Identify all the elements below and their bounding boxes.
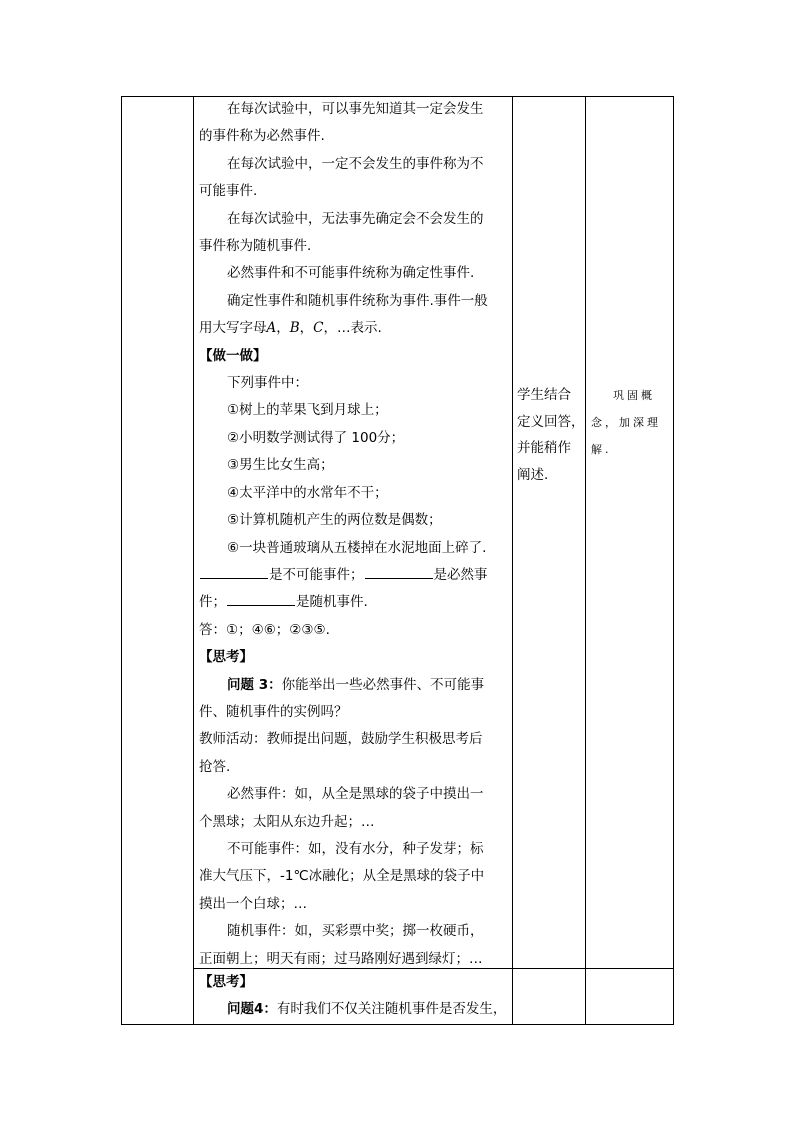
design-intent-line: 念，加深理 (591, 416, 661, 429)
letter-b: B (289, 320, 300, 337)
column-divider-3 (585, 96, 586, 1025)
teacher-activity-line1: 教师活动：教师提出问题，鼓励学生积极思考后 (199, 731, 483, 748)
exercise-answer: 答：①；④⑥；②③⑤. (199, 621, 330, 638)
section-heading-think: 【思考】 (199, 974, 253, 990)
exercise-intro: 下列事件中： (227, 375, 308, 392)
exercise-item-2: ②小明数学测试得了 100分； (227, 429, 405, 446)
fill-label-certain: 是必然事 (433, 566, 488, 583)
exercise-item-6: ⑥一块普通玻璃从五楼掉在水泥地面上碎了. (227, 539, 487, 556)
definition-event-line1: 确定性事件和随机事件统称为事件.事件一般 (227, 292, 488, 309)
answer-blank (227, 592, 295, 606)
answer-blank (200, 565, 268, 579)
question-3-line1 (199, 672, 511, 699)
design-intent-line: 巩固概 (613, 389, 655, 402)
example-impossible-line2: 准大气压下，-1℃冰融化；从全是黑球的袋子中 (199, 868, 485, 885)
question-3-label: 问题 3： (227, 676, 282, 693)
question-3-line2: 件、随机事件的实例吗？ (199, 703, 348, 720)
exercise-item-1: ①树上的苹果飞到月球上； (227, 402, 388, 419)
question-4-label: 问题4： (227, 1001, 277, 1017)
fill-label-certain-end: 件； (199, 594, 226, 611)
definition-deterministic: 必然事件和不可能事件统称为确定性事件. (227, 265, 475, 282)
section-heading-think: 【思考】 (199, 649, 253, 666)
notation-text: 用大写字母 (199, 320, 267, 337)
example-random-line2: 正面朝上；明天有雨；过马路刚好遇到绿灯；… (199, 950, 483, 967)
table-border-left (121, 96, 122, 1025)
exercise-item-5: ⑤计算机随机产生的两位数是偶数； (227, 512, 442, 529)
fill-in-line2 (199, 589, 511, 616)
column-divider-2 (512, 96, 513, 1025)
student-activity-line: 学生结合 (517, 387, 571, 403)
exercise-item-3: ③男生比女生高； (227, 457, 334, 474)
definition-event-line2 (199, 315, 511, 342)
comma: ， (276, 320, 290, 337)
fill-label-impossible: 是不可能事件； (269, 566, 364, 583)
table-border-bottom (121, 1024, 674, 1025)
lesson-table (121, 96, 674, 1025)
student-activity-line: 阐述. (517, 466, 549, 483)
comma: ， (299, 320, 314, 337)
example-impossible-line3: 摸出一个白球；… (199, 895, 307, 912)
letter-a: A (266, 320, 277, 337)
teacher-activity-line2: 抢答. (199, 758, 231, 775)
next-row-content-cell (199, 969, 511, 1023)
question-4-line1 (199, 996, 511, 1023)
definition-certain-line1: 在每次试验中，可以事先知道其一定会发生 (227, 101, 484, 117)
question-4-text: 有时我们不仅关注随机事件是否发生， (276, 1001, 507, 1017)
definition-random-line2: 事件称为随机事件. (199, 238, 312, 255)
column-divider-1 (193, 96, 194, 1025)
definition-impossible-line2: 可能事件. (199, 183, 258, 200)
exercise-item-4: ④太平洋中的水常年不干； (227, 484, 388, 501)
answer-blank (365, 565, 433, 579)
design-intent-cell (591, 382, 671, 463)
fill-label-random: 是随机事件. (296, 594, 368, 611)
example-random-line1: 随机事件：如，买彩票中奖；掷一枚硬币， (227, 923, 484, 940)
notation-suffix: ，…表示. (323, 320, 382, 337)
fill-in-line1 (199, 562, 511, 589)
teaching-content-cell (199, 96, 511, 973)
example-certain-line1: 必然事件：如，从全是黑球的袋子中摸出一 (227, 786, 484, 803)
student-activity-line: 并能稍作 (517, 440, 571, 456)
design-intent-line: 解. (591, 443, 612, 456)
definition-certain-line2: 的事件称为必然事件. (199, 128, 325, 145)
table-border-right (673, 96, 674, 1025)
section-heading-try: 【做一做】 (199, 347, 267, 364)
example-impossible-line1: 不可能事件：如，没有水分，种子发芽；标 (227, 840, 484, 857)
letter-c: C (313, 320, 324, 337)
definition-impossible-line1: 在每次试验中，一定不会发生的事件称为不 (227, 155, 484, 172)
student-activity-line: 定义回答， (517, 413, 585, 430)
question-3-text: 你能举出一些必然事件、不可能事 (281, 676, 485, 693)
definition-random-line1: 在每次试验中，无法事先确定会不会发生的 (227, 210, 484, 227)
student-activity-cell (517, 382, 587, 488)
example-certain-line2: 个黑球；太阳从东边升起；… (199, 813, 375, 830)
